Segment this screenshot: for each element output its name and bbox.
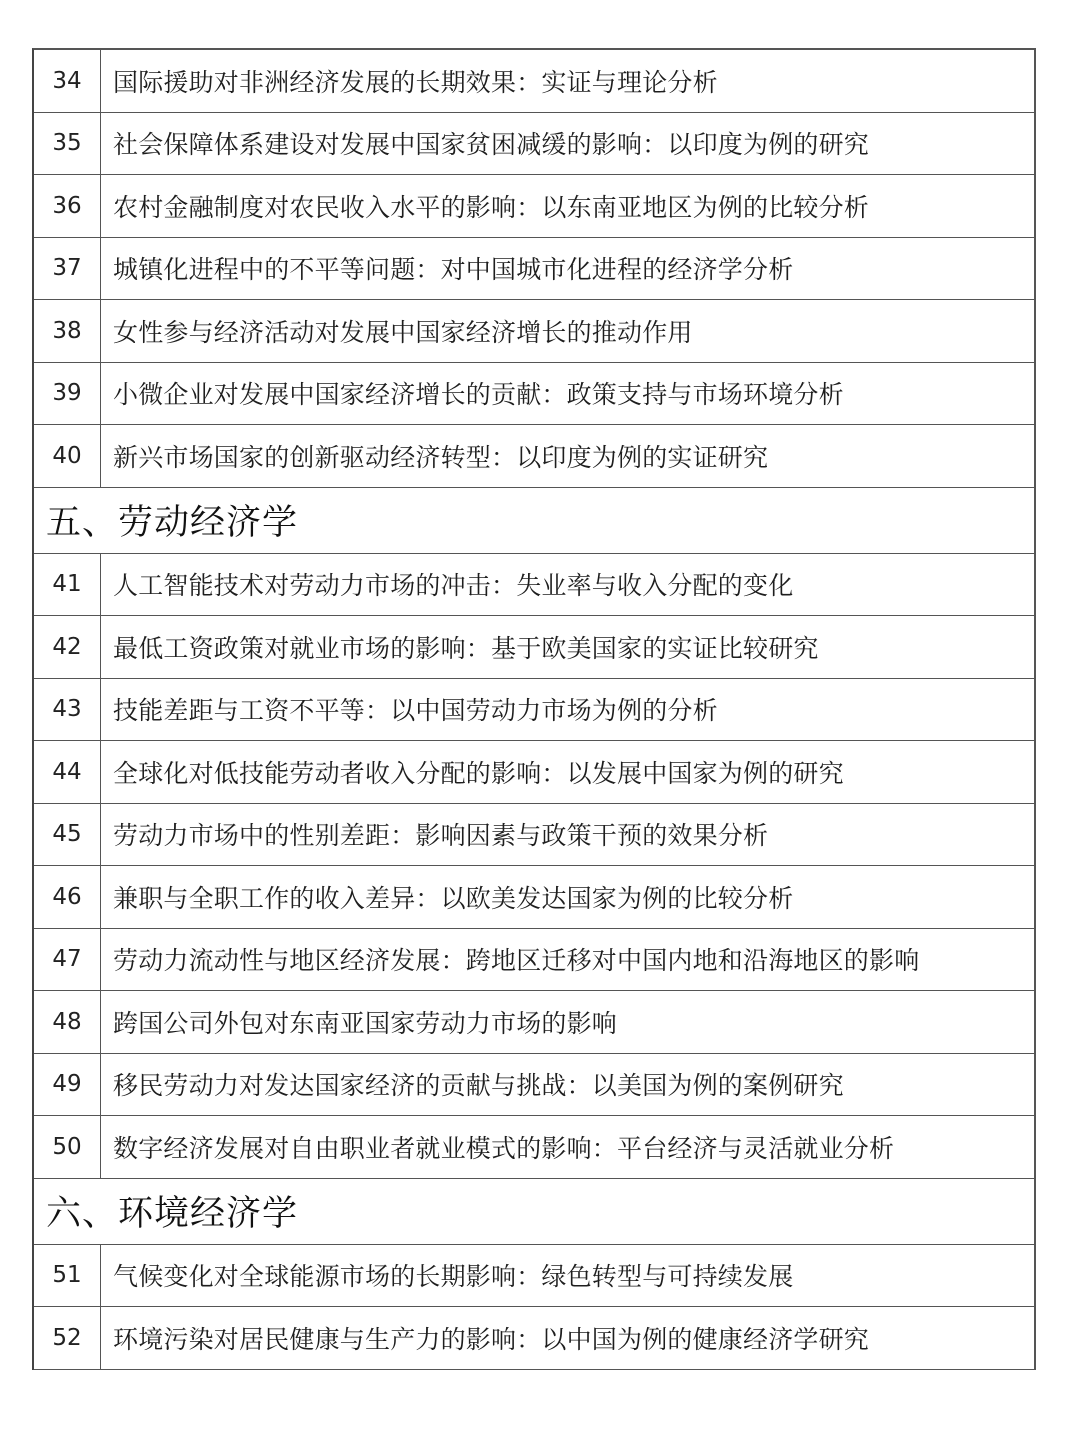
row-number: 44 bbox=[34, 741, 101, 803]
table-row bbox=[34, 554, 1034, 617]
row-number: 42 bbox=[34, 616, 101, 678]
row-number: 34 bbox=[34, 50, 101, 112]
table-row bbox=[34, 866, 1034, 929]
table-row bbox=[34, 616, 1034, 679]
table-row bbox=[34, 1116, 1034, 1179]
row-topic: 国际援助对非洲经济发展的长期效果：实证与理论分析 bbox=[113, 67, 718, 97]
row-number: 48 bbox=[34, 991, 101, 1053]
table-row bbox=[34, 804, 1034, 867]
table-row bbox=[34, 50, 1034, 113]
row-number: 50 bbox=[34, 1116, 101, 1178]
row-topic: 移民劳动力对发达国家经济的贡献与挑战：以美国为例的案例研究 bbox=[113, 1071, 844, 1101]
row-topic: 小微企业对发展中国家经济增长的贡献：政策支持与市场环境分析 bbox=[113, 380, 844, 410]
row-topic: 劳动力流动性与地区经济发展：跨地区迁移对中国内地和沿海地区的影响 bbox=[113, 946, 920, 976]
row-number: 41 bbox=[34, 554, 101, 616]
table-row bbox=[34, 679, 1034, 742]
row-topic: 城镇化进程中的不平等问题：对中国城市化进程的经济学分析 bbox=[113, 255, 794, 285]
table-row bbox=[34, 113, 1034, 176]
row-topic: 社会保障体系建设对发展中国家贫困减缓的影响：以印度为例的研究 bbox=[113, 130, 870, 160]
table-row bbox=[34, 929, 1034, 992]
row-topic: 新兴市场国家的创新驱动经济转型：以印度为例的实证研究 bbox=[113, 442, 769, 472]
table-row bbox=[34, 363, 1034, 426]
row-topic: 环境污染对居民健康与生产力的影响：以中国为例的健康经济学研究 bbox=[113, 1324, 870, 1354]
table-row bbox=[34, 991, 1034, 1054]
row-number: 39 bbox=[34, 363, 101, 425]
row-topic: 最低工资政策对就业市场的影响：基于欧美国家的实证比较研究 bbox=[113, 633, 819, 663]
table-row bbox=[34, 425, 1034, 488]
row-number: 47 bbox=[34, 929, 101, 991]
row-topic: 劳动力市场中的性别差距：影响因素与政策干预的效果分析 bbox=[113, 821, 769, 851]
row-topic: 全球化对低技能劳动者收入分配的影响：以发展中国家为例的研究 bbox=[113, 758, 844, 788]
row-topic: 数字经济发展对自由职业者就业模式的影响：平台经济与灵活就业分析 bbox=[113, 1133, 895, 1163]
row-number: 52 bbox=[34, 1307, 101, 1369]
row-topic: 技能差距与工资不平等：以中国劳动力市场为例的分析 bbox=[113, 696, 718, 726]
section-heading: 五、劳动经济学 bbox=[34, 488, 1034, 554]
row-number: 36 bbox=[34, 175, 101, 237]
table-row bbox=[34, 300, 1034, 363]
row-topic: 气候变化对全球能源市场的长期影响：绿色转型与可持续发展 bbox=[113, 1262, 794, 1292]
table-row bbox=[34, 741, 1034, 804]
topic-table bbox=[32, 48, 1036, 1370]
row-number: 43 bbox=[34, 679, 101, 741]
row-number: 40 bbox=[34, 425, 101, 487]
row-topic: 农村金融制度对农民收入水平的影响：以东南亚地区为例的比较分析 bbox=[113, 192, 870, 222]
table-row bbox=[34, 1054, 1034, 1117]
row-number: 35 bbox=[34, 113, 101, 175]
table-row bbox=[34, 238, 1034, 301]
table-row bbox=[34, 1245, 1034, 1308]
row-topic: 人工智能技术对劳动力市场的冲击：失业率与收入分配的变化 bbox=[113, 571, 794, 601]
section-heading: 六、环境经济学 bbox=[34, 1179, 1034, 1245]
row-number: 37 bbox=[34, 238, 101, 300]
row-topic: 跨国公司外包对东南亚国家劳动力市场的影响 bbox=[113, 1008, 618, 1038]
row-number: 38 bbox=[34, 300, 101, 362]
row-topic: 女性参与经济活动对发展中国家经济增长的推动作用 bbox=[113, 317, 693, 347]
row-number: 51 bbox=[34, 1245, 101, 1307]
row-number: 49 bbox=[34, 1054, 101, 1116]
row-topic: 兼职与全职工作的收入差异：以欧美发达国家为例的比较分析 bbox=[113, 883, 794, 913]
table-row bbox=[34, 175, 1034, 238]
table-row bbox=[34, 1307, 1034, 1370]
row-number: 46 bbox=[34, 866, 101, 928]
row-number: 45 bbox=[34, 804, 101, 866]
